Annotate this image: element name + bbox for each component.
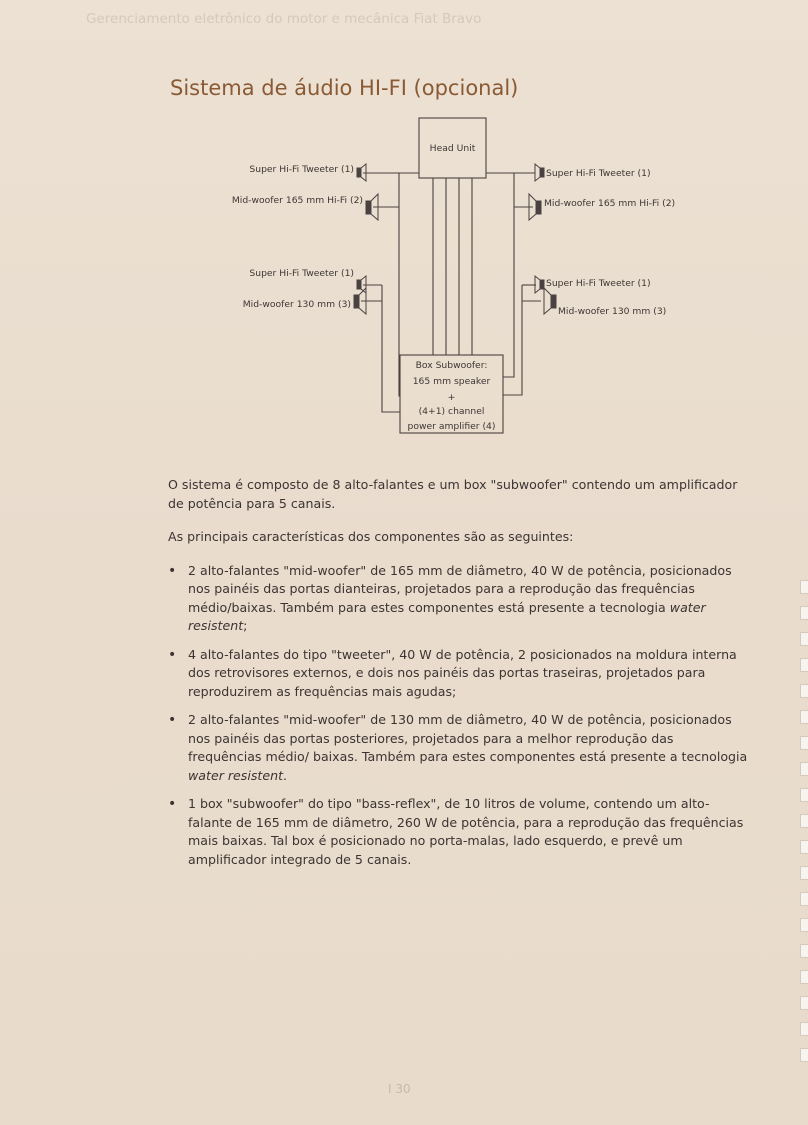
binding-tab [800, 580, 808, 594]
bullet-icon: • [168, 562, 177, 579]
feature-text: 1 box "subwoofer" do tipo "bass-reflex", de 10 litros de volume, contendo um alto-falante de 165 mm de diâmetro, 260 W de potência, para a reprodução das frequências mais baixas. Tal box é posicionado no porta-malas, lado esquerdo, e prevê um amplificador integrado de 5 canais. [188, 796, 744, 867]
speaker-icon [535, 164, 544, 181]
binding-edge [800, 580, 808, 1074]
binding-tab [800, 866, 808, 880]
body-text [168, 476, 748, 879]
feature-emphasis: water resistent [188, 599, 706, 633]
list-item [168, 711, 748, 785]
binding-tab [800, 736, 808, 750]
binding-tab [800, 918, 808, 932]
binding-tab [800, 892, 808, 906]
features-list [168, 562, 748, 870]
left-midwoofer-rear-label: Mid-woofer 130 mm (3) [242, 299, 351, 310]
subwoofer-label: power amplifier (4) [407, 421, 496, 432]
left-midwoofer-front-label: Mid-woofer 165 mm Hi-Fi (2) [231, 195, 363, 206]
right-rear-wire [503, 285, 522, 395]
feature-text: 2 alto-falantes "mid-woofer" de 165 mm de diâmetro, 40 W de potência, posicionados nos painéis das portas dianteiras, projetados para a reprodução das frequências médio/baixas. Também para estes componentes está presente a tecnologia [188, 562, 732, 615]
left-rear-wire [382, 285, 400, 412]
right-front-wire [486, 173, 514, 377]
subwoofer-label: 165 mm speaker [412, 376, 491, 387]
right-midwoofer-front-label: Mid-woofer 165 mm Hi-Fi (2) [544, 198, 676, 209]
binding-tab [800, 1048, 808, 1062]
left-tweeter-rear-label: Super Hi-Fi Tweeter (1) [249, 268, 354, 279]
speaker-icon [535, 276, 544, 293]
binding-tab [800, 684, 808, 698]
right-tweeter-rear-label: Super Hi-Fi Tweeter (1) [546, 278, 651, 289]
intro-paragraph: O sistema é composto de 8 alto-falantes e um box "subwoofer" contendo um amplificador de potência para 5 canais. [168, 477, 738, 511]
bullet-icon: • [168, 712, 177, 728]
binding-tab [800, 632, 808, 646]
right-tweeter-front-label: Super Hi-Fi Tweeter (1) [546, 168, 651, 179]
binding-tab [800, 944, 808, 958]
binding-tab [800, 1022, 808, 1036]
subwoofer-label: + [447, 392, 456, 403]
list-item [168, 646, 748, 702]
head-unit-label: Head Unit [429, 143, 476, 154]
list-item [168, 795, 748, 869]
bullet-icon: • [168, 646, 177, 663]
feature-text: 2 alto-falantes "mid-woofer" de 130 mm de diâmetro, 40 W de potência, posicionados nos painéis das portas posteriores, projetados para a melhor reprodução das frequências médio/ baixas. Também para estes componentes está presente a tecnologia [188, 712, 748, 764]
speaker-icon [544, 288, 556, 314]
binding-tab [800, 658, 808, 672]
page-number: I 30 [388, 1082, 411, 1096]
binding-tab [800, 762, 808, 776]
binding-tab [800, 606, 808, 620]
feature-emphasis: water resistent [188, 767, 284, 783]
left-tweeter-front-label: Super Hi-Fi Tweeter (1) [249, 164, 354, 175]
list-item [168, 562, 748, 636]
feature-suffix: . [283, 767, 288, 783]
bullet-icon: • [168, 796, 177, 812]
audio-system-wiring-diagram [0, 0, 808, 460]
feature-suffix: ; [243, 618, 248, 633]
page-title: Sistema de áudio HI-FI (opcional) [170, 76, 519, 100]
binding-tab [800, 970, 808, 984]
binding-tab [800, 840, 808, 854]
feature-text: 4 alto-falantes do tipo "tweeter", 40 W de potência, 2 posicionados na moldura interna dos retrovisores externos, e dois nos painéis das portas traseiras, projetados para reproduzirem as frequências mais agudas; [188, 646, 737, 699]
features-intro: As principais características dos componentes são as seguintes: [168, 529, 574, 544]
subwoofer-label: (4+1) channel [418, 406, 485, 417]
binding-tab [800, 814, 808, 828]
running-header: Gerenciamento eletrônico do motor e mecânica Fiat Bravo [86, 11, 482, 27]
binding-tab [800, 710, 808, 724]
right-midwoofer-rear-label: Mid-woofer 130 mm (3) [558, 306, 667, 317]
binding-tab [800, 996, 808, 1010]
subwoofer-label: Box Subwoofer: [415, 360, 488, 371]
binding-tab [800, 788, 808, 802]
